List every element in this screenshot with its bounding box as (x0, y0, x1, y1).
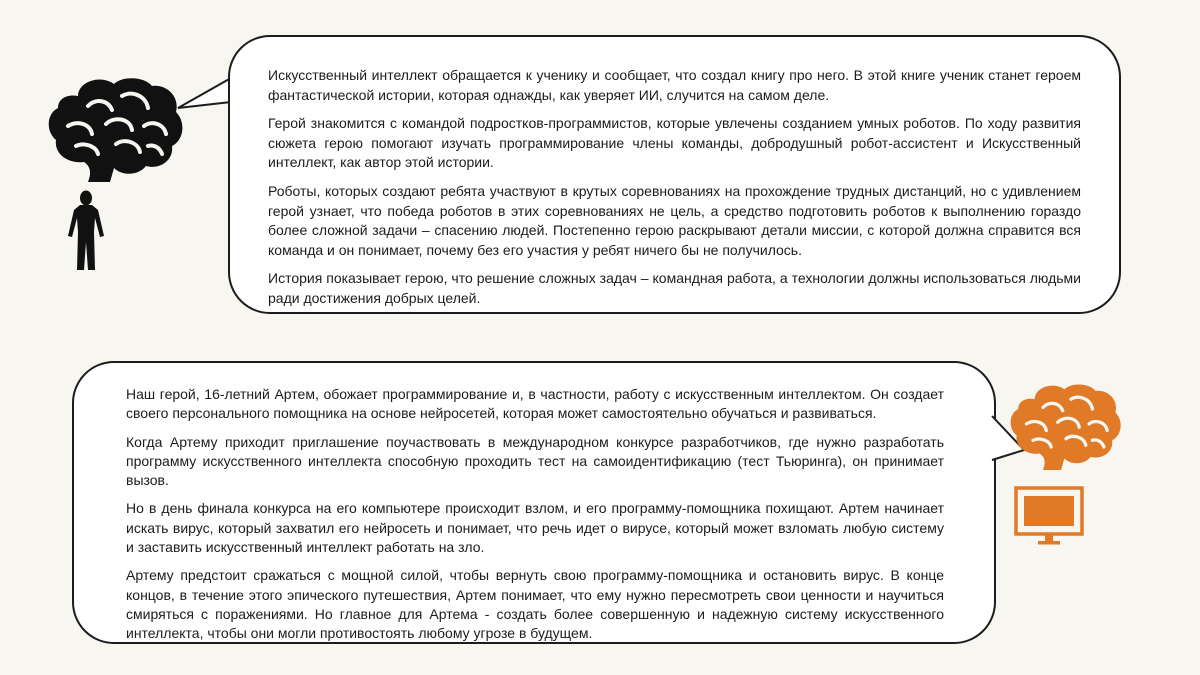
top-paragraph-4: История показывает герою, что решение сложных задач – командная работа, а технологии должны использоваться людьми ради достижения добрых целей. (268, 270, 1081, 306)
bottom-paragraph-2: Когда Артему приходит приглашение поучаствовать в международном конкурсе разработчиков, где нужно разработать программу искусственного интеллекта способную проходить тест на самоидентификацию (тест Тьюринга), он принимает вызов. (126, 433, 944, 489)
bottom-paragraph-1: Наш герой, 16-летний Артем, обожает программирование и, в частности, работу с искусственным интеллектом. Он создает своего персонального помощника на основе нейросетей, которая может самостоятельно обучаться и развиваться. (126, 386, 944, 422)
brain-icon (1010, 380, 1122, 476)
top-paragraph-2: Герой знакомится с командой подростков-программистов, которые увлечены созданием умных роботов. По ходу развития сюжета герою помогают изучать программирование члены команды, добродушный робот-ассистент и Искусственный интеллект, как автор этой истории. (268, 115, 1081, 171)
person-icon (64, 190, 108, 272)
top-paragraph-3: Роботы, которых создают ребята участвуют в крутых соревнованиях на прохождение трудных дистанций, но с удивлением герой узнает, что победа роботов в этих соревнованиях не цель, а средство подготовить роботов к выполнению гораздо более сложной задачи – спасению людей. Постепенно герою раскрывают детали миссии, с которой должна справится вся команда и он понимает, почему без его участия у ребят ничего бы не получилось. (268, 182, 1081, 258)
bottom-paragraph-4: Артему предстоит сражаться с мощной силой, чтобы вернуть свою программу-помощника и остановить вирус. В конце концов, в течение этого эпического путешествия, Артем понимает, что ему нужно пересмотреть свои ценности и научиться смиряться с поражениями. Но главное для Артема - создать более совершенную и надежную систему искусственного интеллекта, чтобы они могли противостоять любому угрозе в будущем. (126, 567, 944, 642)
top-paragraph-1: Искусственный интеллект обращается к ученику и сообщает, что создал книгу про него. В этой книге ученик станет героем фантастической истории, которая однажды, как уверяет ИИ, случится на самом деле. (268, 67, 1081, 103)
speech-tail-top (176, 72, 236, 122)
speech-bubble-top (228, 35, 1121, 314)
speech-bubble-bottom (72, 361, 996, 644)
brain-icon (48, 76, 184, 186)
bottom-paragraph-3: Но в день финала конкурса на его компьютере происходит взлом, и его программу-помощника похищают. Артем начинает искать вирус, который захватил его нейросеть и понимает, что речь идет о вирусе, который может взломать любую систему и заставить искусственный интеллект работать на зло. (126, 500, 944, 556)
monitor-icon (1014, 486, 1084, 548)
